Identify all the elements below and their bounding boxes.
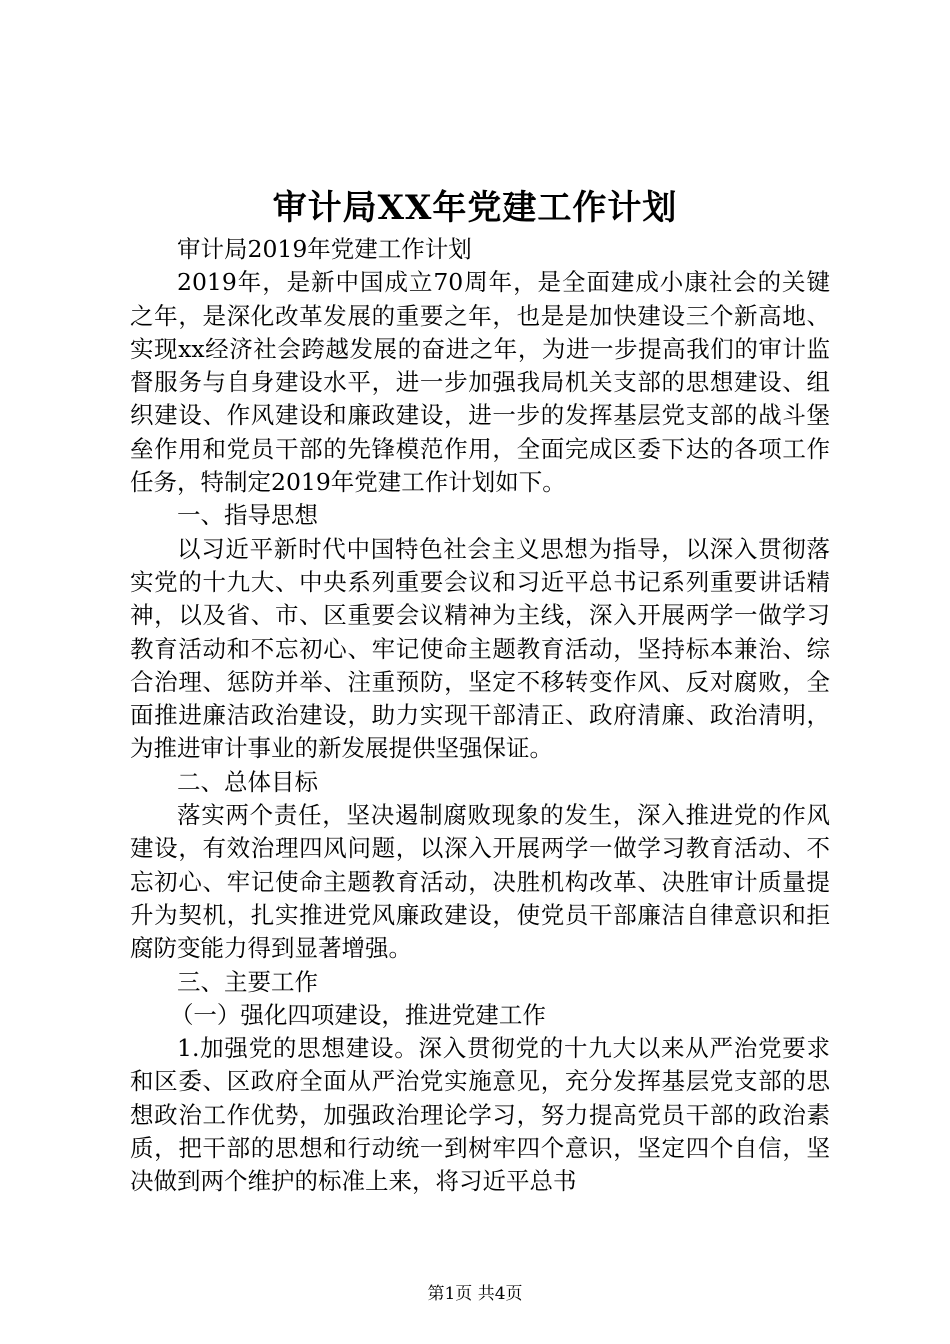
paragraph-subtitle: 审计局2019年党建工作计划 — [177, 235, 472, 263]
section-heading-guiding-thought: 一、指导思想 — [177, 501, 318, 530]
section-heading-overall-goal: 二、总体目标 — [177, 767, 318, 796]
paragraph-guiding-thought: 以习近平新时代中国特色社会主义思想为指导，以深入贯彻落实党的十九大、中央系列重要会议和习近平总书记系列重要讲话精神，以及省、市、区重要会议精神为主线，深入开展两学一做学习教育活动和不忘初心、牢记使命主题教育活动，坚持标本兼治、综合治理、惩防并举、注重预防，坚定不移转变作风、反对腐败，全面推进廉洁政治建设，助力实现干部清正、政府清廉、政治清明，为推进审计事业的新发展提供坚强保证。 — [130, 534, 830, 763]
document-body — [130, 233, 830, 1199]
section-heading-main-work: 三、主要工作 — [177, 967, 318, 996]
paragraph-ideological-construction: 1.加强党的思想建设。深入贯彻党的十九大以来从严治党要求和区委、区政府全面从严治党实施意见，充分发挥基层党支部的思想政治工作优势，加强政治理论学习，努力提高党员干部的政治素质，把干部的思想和行动统一到树牢四个意识，坚定四个自信，坚决做到两个维护的标准上来，将习近平总书 — [130, 1034, 830, 1196]
page-footer: 第1页 共4页 — [427, 1284, 523, 1304]
paragraph-overall-goal: 落实两个责任，坚决遏制腐败现象的发生，深入推进党的作风建设，有效治理四风问题，以深入开展两学一做学习教育活动、不忘初心、牢记使命主题教育活动，决胜机构改革、决胜审计质量提升为契机，扎实推进党风廉政建设，使党员干部廉洁自律意识和拒腐防变能力得到显著增强。 — [130, 801, 830, 963]
paragraph-intro: 2019年，是新中国成立70周年，是全面建成小康社会的关键之年，是深化改革发展的重要之年，也是是加快建设三个新高地、实现xx经济社会跨越发展的奋进之年，为进一步提高我们的审计监督服务与自身建设水平，进一步加强我局机关支部的思想建设、组织建设、作风建设和廉政建设，进一步的发挥基层党支部的战斗堡垒作用和党员干部的先锋模范作用，全面完成区委下达的各项工作任务，特制定2019年党建工作计划如下。 — [130, 268, 830, 497]
subsection-heading-four-constructions: （一）强化四项建设，推进党建工作 — [169, 1000, 546, 1029]
document-title: 审计局XX年党建工作计划 — [272, 188, 678, 228]
